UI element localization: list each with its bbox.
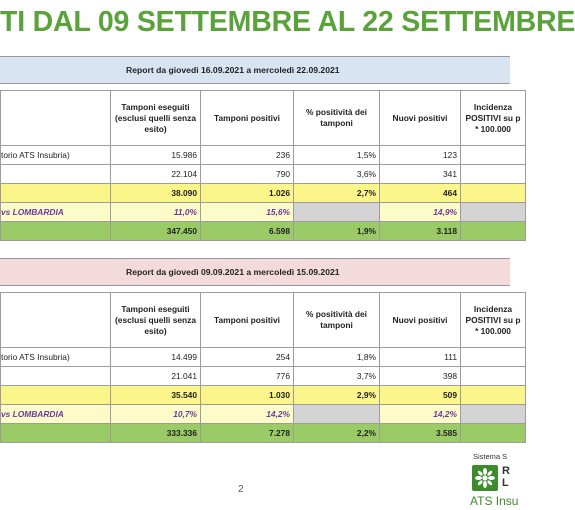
row-label [1,424,111,443]
cell-positivita: 2,7% [294,184,380,203]
cell-tamponi-positivi: 1.026 [201,184,294,203]
cell-tamponi-positivi: 14,2% [201,405,294,424]
table-row-lombardia [1,424,526,443]
cell-incidenza [461,348,526,367]
table-row [1,146,526,165]
slide-title: TI DAL 09 SETTEMBRE AL 22 SETTEMBRE [0,6,575,38]
row-label: torio ATS Insubria) [1,146,111,165]
cell-positivita [294,203,380,222]
column-header-incidenza: Incidenza POSITIVI su p * 100.000 [461,91,526,146]
ats-insubria-logo [460,450,519,510]
table-header-row [1,91,526,146]
column-header-tamponi-eseguiti: Tamponi eseguiti (esclusi quelli senza esito) [111,91,201,146]
column-header-incidenza: Incidenza POSITIVI su p * 100.000 [461,293,526,348]
cell-tamponi-positivi: 6.598 [201,222,294,241]
cell-incidenza [461,165,526,184]
report-header-text: Report da giovedì 16.09.2021 a mercoledì 22.09.2021 [126,65,340,75]
cell-tamponi-positivi: 776 [201,367,294,386]
cell-tamponi-positivi: 7.278 [201,424,294,443]
cell-tamponi-positivi: 254 [201,348,294,367]
cell-incidenza [461,386,526,405]
cell-positivita: 2,2% [294,424,380,443]
cell-incidenza [461,184,526,203]
brand-bottom-text: ATS Insu [470,494,519,508]
row-label [1,165,111,184]
cell-tamponi-positivi: 15,6% [201,203,294,222]
column-header-nuovi-positivi: Nuovi positivi [380,91,461,146]
cell-tamponi-eseguiti: 333.336 [111,424,201,443]
table-row-vs-lombardia [1,405,526,424]
cell-nuovi-positivi: 509 [380,386,461,405]
row-label [1,386,111,405]
row-label: vs LOMBARDIA [1,405,111,424]
cell-positivita: 2,9% [294,386,380,405]
cell-nuovi-positivi: 123 [380,146,461,165]
cell-nuovi-positivi: 341 [380,165,461,184]
table-header-row [1,293,526,348]
column-header-positivita: % positività dei tamponi [294,293,380,348]
cell-tamponi-positivi: 1.030 [201,386,294,405]
row-label [1,184,111,203]
page-number: 2 [238,484,244,495]
row-label [1,367,111,386]
brand-letter-2: L [502,477,509,489]
cell-incidenza [461,367,526,386]
brand-letters [502,465,510,489]
cell-tamponi-eseguiti: 21.041 [111,367,201,386]
brand-top-text: Sistema S [473,452,508,461]
cell-positivita: 3,7% [294,367,380,386]
column-header-tamponi-positivi: Tamponi positivi [201,91,294,146]
table-row [1,367,526,386]
cell-tamponi-eseguiti: 10,7% [111,405,201,424]
report-table [0,292,526,443]
cell-tamponi-positivi: 236 [201,146,294,165]
cell-incidenza [461,203,526,222]
cell-incidenza [461,222,526,241]
table-row-total-ats [1,184,526,203]
column-header-positivita: % positività dei tamponi [294,91,380,146]
cell-nuovi-positivi: 3.585 [380,424,461,443]
cell-incidenza [461,424,526,443]
row-label [1,222,111,241]
row-label: torio ATS Insubria) [1,348,111,367]
table-row [1,165,526,184]
report-header [0,56,510,84]
table-row-vs-lombardia [1,203,526,222]
cell-incidenza [461,405,526,424]
cell-nuovi-positivi: 111 [380,348,461,367]
cell-nuovi-positivi: 3.118 [380,222,461,241]
report-header-text: Report da giovedì 09.09.2021 a mercoledì 15.09.2021 [126,267,340,277]
cell-positivita [294,405,380,424]
cell-nuovi-positivi: 464 [380,184,461,203]
cell-nuovi-positivi: 14,2% [380,405,461,424]
cell-nuovi-positivi: 398 [380,367,461,386]
brand-letter-1: R [502,465,510,477]
column-header-nuovi-positivi: Nuovi positivi [380,293,461,348]
cell-positivita: 3,6% [294,165,380,184]
cell-tamponi-eseguiti: 35.540 [111,386,201,405]
report-section-week-1 [0,258,521,451]
cell-tamponi-eseguiti: 15.986 [111,146,201,165]
column-header-tamponi-positivi: Tamponi positivi [201,293,294,348]
table-row-total-ats [1,386,526,405]
table-row [1,348,526,367]
table-row-lombardia [1,222,526,241]
cell-positivita: 1,9% [294,222,380,241]
report-header [0,258,510,286]
cell-tamponi-eseguiti: 347.450 [111,222,201,241]
column-header-area [1,91,111,146]
cell-positivita: 1,8% [294,348,380,367]
cell-nuovi-positivi: 14,9% [380,203,461,222]
column-header-tamponi-eseguiti: Tamponi eseguiti (esclusi quelli senza esito) [111,293,201,348]
cell-tamponi-eseguiti: 14.499 [111,348,201,367]
row-label: vs LOMBARDIA [1,203,111,222]
report-table [0,90,526,241]
cell-tamponi-eseguiti: 38.090 [111,184,201,203]
cell-positivita: 1,5% [294,146,380,165]
regione-lombardia-icon [472,465,498,491]
cell-tamponi-eseguiti: 11,0% [111,203,201,222]
report-section-week-2 [0,56,521,251]
cell-incidenza [461,146,526,165]
cell-tamponi-positivi: 790 [201,165,294,184]
cell-tamponi-eseguiti: 22.104 [111,165,201,184]
column-header-area [1,293,111,348]
